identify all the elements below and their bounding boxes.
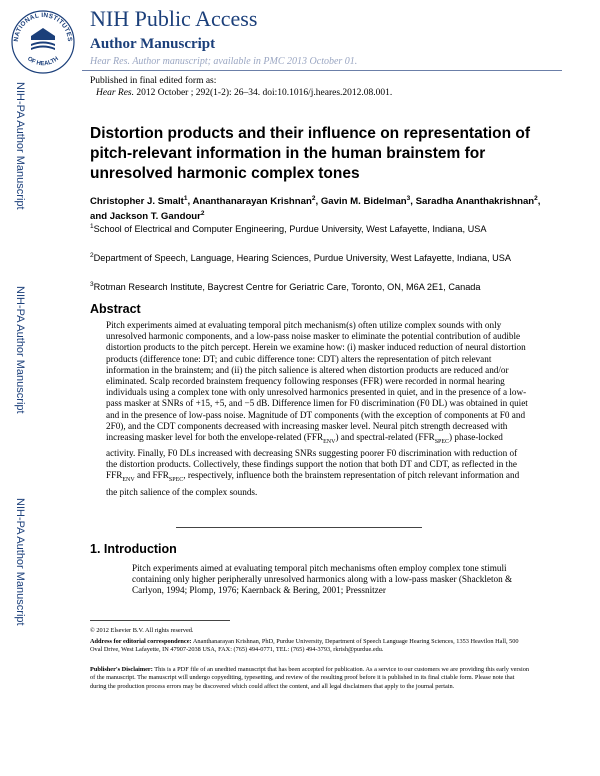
abstract-heading: Abstract — [90, 302, 141, 316]
abstract-subscript: SPEC — [434, 438, 450, 445]
abstract-subscript: SPEC — [168, 477, 184, 484]
author-name: Christopher J. Smalt — [90, 196, 184, 208]
availability-note — [90, 56, 357, 67]
affiliation-num: 2 — [90, 252, 94, 259]
author-sep: , — [315, 196, 321, 208]
side-label-1: NIH-PA Author Manuscript — [14, 82, 26, 210]
abstract-text: Pitch experiments aimed at evaluating temporal pitch mechanism(s) often utilize complex sounds with only unresolved harmonic components, and a low-pass noise masker to eliminate the potential contribution of audible distortion products to the pitch percept. Herein we examine how: (i) masker induced reduction of neural distortion products (difference tone: DT; and cubic difference tone: CDT) alters the representation of pitch relevant information in the brainstem; and (ii) the pitch salience is altered when distortion products are reduced and/or eliminated. Scalp recorded brainstem frequency following responses (FFR) were recorded in normal hearing individuals using a complex tone with only unresolved harmonics presented in quiet, and in the presence of a low-pass masker at SNRs of +15, +5, and −5 dB. Difference limen for F0 discrimination (F0 DL) was obtained in quiet and in the presence of low-pass noise. Magnitude of DT components (with the exception of components at F0 and 2F0), and the CDT components decreased with increasing masker level. Neural pitch strength decreased with increasing masker level for both the envelope-related (FFR — [106, 320, 528, 443]
footnote-rule — [90, 620, 230, 621]
correspondence-label: Address for editorial correspondence: — [90, 638, 192, 645]
correspondence-note — [90, 638, 530, 655]
author-name: Ananthanarayan Krishnan — [192, 196, 312, 208]
intro-body: Pitch experiments aimed at evaluating temporal pitch mechanisms often employ complex tone stimuli containing only higher peripherally unresolved harmonics along with a low-pass masker (Shackleton & Carlyon, 1994; Plomp, 1976; Kaernback & Bering, 2001; Pressnitzer — [132, 563, 513, 596]
logo-top-text: NATIONAL INSTITUTES — [12, 11, 74, 42]
availability-journal: Hear Res. — [90, 56, 130, 67]
author-sup: 3 — [406, 195, 411, 202]
article-title: Distortion products and their influence on representation of pitch-relevant information in the human brainstem for unresolved harmonic complex tones — [90, 125, 531, 182]
disclaimer-text: This is a PDF file of an unedited manuscript that has been accepted for publication. As a service to our customers we are providing this early version of the manuscript. The manuscript will undergo copyediting, typesetting, and review of the resulting proof before it is published in its final citable form. Please note that during the production process errors may be discovered which could affect the content, and all legal disclaimers that apply to the journal pertain. — [90, 666, 529, 690]
affiliation-num: 3 — [90, 281, 94, 288]
affiliation-num: 1 — [90, 223, 94, 230]
correspondence-text: Ananthanarayan Krishnan, PhD, Purdue University, Department of Speech Language Hearing Sciences, 1353 Heavilon Hall, 500 Oval Drive, West Lafayette, IN 47907-2038 USA, FAX: (765) 494-0771, TEL: (765) 494-3793, rkrish@purdue.edu. — [90, 638, 519, 654]
author-sep: , — [187, 196, 193, 208]
affiliation — [90, 250, 560, 264]
affiliation-text: Rotman Research Institute, Baycrest Centre for Geriatric Care, Toronto, ON, M6A 2E1, Canada — [93, 282, 481, 293]
citation-details: 2012 October ; 292(1-2): 26–34. doi:10.1016/j.heares.2012.08.001. — [136, 88, 393, 98]
side-label-3: NIH-PA Author Manuscript — [14, 498, 26, 626]
abstract-subscript: ENV — [323, 438, 336, 445]
affiliation — [90, 279, 560, 293]
disclaimer-label: Publisher's Disclaimer: — [90, 666, 153, 673]
published-line: Published in final edited form as: — [90, 76, 217, 86]
author-sep: , — [410, 196, 416, 208]
author-manuscript-subtitle: Author Manuscript — [90, 36, 216, 52]
citation — [96, 88, 392, 98]
header-rule — [82, 70, 562, 71]
abstract-body — [106, 320, 528, 498]
nih-logo — [8, 6, 78, 76]
abstract-text: ) and spectral-related (FFR — [335, 432, 435, 443]
author-sep: , and — [90, 196, 541, 223]
abstract-text: ) phase-locked activity. Finally, F0 DLs increased with decreasing SNRs suggesting poorer F0 discrimination with reduction of the distortion products. Collectively, these findings support the notion that both DT and CDT, as reflected in the FFR — [106, 432, 518, 481]
availability-rest: Author manuscript; available in PMC 2013 October 01. — [132, 56, 358, 67]
disclaimer-note — [90, 666, 530, 691]
citation-journal: Hear Res. — [96, 88, 134, 98]
author-list — [90, 193, 560, 223]
author-name: Gavin M. Bidelman — [320, 196, 407, 208]
author-name: Saradha Ananthakrishnan — [415, 196, 535, 208]
nih-public-access-title: NIH Public Access — [90, 6, 258, 31]
side-label-2: NIH-PA Author Manuscript — [14, 286, 26, 414]
author-name: Jackson T. Gandour — [109, 211, 201, 223]
abstract-text: , respectively, influence both the brainstem representation of pitch relevant information and the pitch salience of the complex sounds. — [106, 470, 520, 497]
author-sup: 1 — [183, 195, 188, 202]
author-sup: 2 — [311, 195, 316, 202]
copyright-note: © 2012 Elsevier B.V. All rights reserved. — [90, 627, 194, 634]
logo-bottom-text: OF HEALTH — [26, 56, 60, 68]
abstract-subscript: ENV — [122, 477, 135, 484]
abstract-rule — [176, 527, 422, 528]
svg-text:OF HEALTH — [26, 56, 60, 67]
abstract-text: and FFR — [134, 470, 169, 481]
affiliation-text: Department of Speech, Language, Hearing Sciences, Purdue University, West Lafayette, Indiana, USA — [93, 253, 512, 264]
affiliation — [90, 221, 560, 235]
intro-heading: 1. Introduction — [90, 542, 177, 556]
author-sup: 2 — [200, 210, 205, 218]
affiliation-text: School of Electrical and Computer Engineering, Purdue University, West Lafayette, Indiana, USA — [93, 224, 487, 235]
author-sup: 2 — [534, 195, 538, 202]
